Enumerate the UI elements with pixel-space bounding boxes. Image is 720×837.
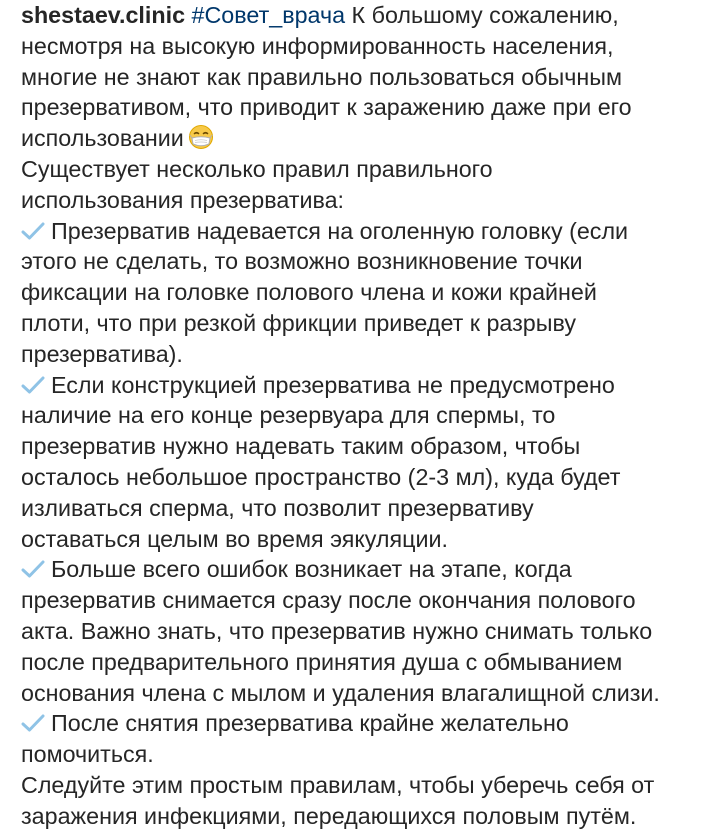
caption-intro-last-line bbox=[21, 123, 711, 154]
caption-text: Существует несколько правил правильного bbox=[21, 155, 493, 182]
caption-text: несмотря на высокую информированность населения, bbox=[21, 32, 614, 59]
rule-text: фиксации на головке полового члена и кожи крайней bbox=[21, 279, 597, 306]
caption-text: использовании bbox=[21, 125, 184, 152]
rule-text: основания члена с мылом и удаления влагалищной слизи. bbox=[21, 679, 660, 706]
check-mark-icon bbox=[21, 556, 45, 576]
rule-text: изливаться сперма, что позволит презервативу bbox=[21, 494, 534, 521]
rule-text: после предварительного принятия душа с обмыванием bbox=[21, 648, 623, 675]
rule-text: осталось небольшое пространство (2-3 мл), куда будет bbox=[21, 463, 621, 490]
rule-item bbox=[21, 216, 711, 247]
rule-text: После снятия презерватива крайне желательно bbox=[51, 710, 569, 737]
check-mark-icon bbox=[21, 372, 45, 392]
check-mark-icon bbox=[21, 710, 45, 730]
caption-text: К большому сожалению, bbox=[345, 2, 619, 28]
caption-text: презервативом, что приводит к заражению даже при его bbox=[21, 94, 632, 121]
rule-item bbox=[21, 708, 711, 739]
rule-text: помочиться. bbox=[21, 741, 154, 768]
rule-text: плоти, что при резкой фрикции приведет к разрыву bbox=[21, 309, 577, 336]
rule-text: Если конструкцией презерватива не предусмотрено bbox=[51, 371, 615, 398]
caption-text: Следуйте этим простым правилам, чтобы уберечь себя от bbox=[21, 771, 655, 798]
rule-item bbox=[21, 554, 711, 585]
post-caption bbox=[21, 0, 711, 832]
rule-item bbox=[21, 370, 711, 401]
rule-text: наличие на его конце резервуара для спермы, то bbox=[21, 402, 556, 429]
hashtag-link[interactable]: #Совет_врача bbox=[191, 2, 346, 28]
rule-text: презерватив снимается сразу после окончания полового bbox=[21, 587, 636, 614]
check-mark-icon bbox=[21, 218, 45, 238]
rule-text: Больше всего ошибок возникает на этапе, когда bbox=[51, 556, 572, 583]
username-link[interactable]: shestaev.clinic bbox=[21, 2, 186, 28]
rule-text: этого не сделать, то возможно возникновение точки bbox=[21, 248, 583, 275]
rule-text: акта. Важно знать, что презерватив нужно снимать только bbox=[21, 617, 653, 644]
rule-text: презерватив нужно надевать таким образом, чтобы bbox=[21, 433, 581, 460]
caption-text: заражения инфекциями, передающихся половым путём. bbox=[21, 802, 637, 829]
caption-text: использования презерватива: bbox=[21, 186, 345, 213]
caption-text: многие не знают как правильно пользоваться обычным bbox=[21, 63, 623, 90]
rule-text: оставаться целым во время эякуляции. bbox=[21, 525, 448, 552]
rule-text: Презерватив надевается на оголенную головку (если bbox=[51, 217, 629, 244]
caption-intro-line bbox=[21, 0, 711, 31]
rule-text: презерватива). bbox=[21, 340, 183, 367]
sick-face-with-mask-emoji-icon bbox=[187, 124, 215, 150]
